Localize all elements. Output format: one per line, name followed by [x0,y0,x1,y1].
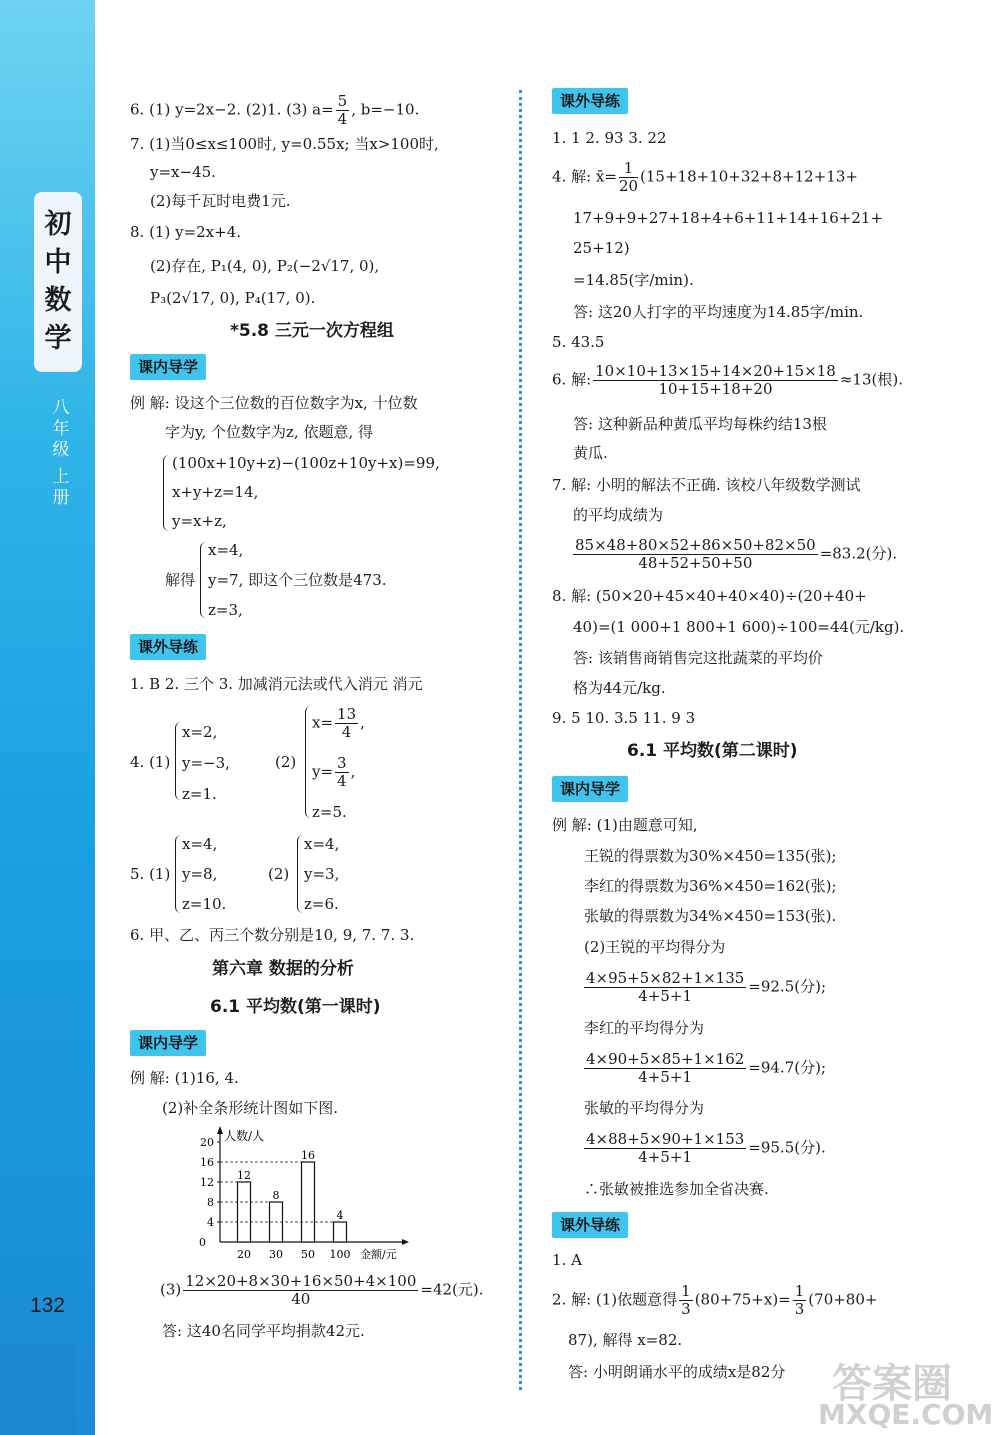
answer-line: 答: 小明朗诵水平的成绩x是82分 [568,1363,786,1381]
answer-line: 的平均成绩为 [573,506,664,524]
text: y= [312,762,334,781]
y-tick-label: 16 [200,1156,214,1169]
numerator: 4×90+5×85+1×162 [586,1050,745,1068]
numerator: 1 [794,1282,805,1300]
denominator: 4 [337,110,348,128]
section-badge: 课内导学 [552,776,628,802]
y-tick-label: 20 [200,1136,214,1149]
section-badge: 课内导学 [130,354,206,380]
sidebar-bottom-block [0,1345,75,1435]
page-number: 132 [30,1294,66,1317]
equation-line: y=7, 即这个三位数是473. [208,571,387,589]
subject-char: 中 [44,247,72,278]
section-title: 6.1 平均数(第一课时) [210,997,381,1017]
equation-line: x=4, [182,835,218,853]
numerator: 12×20+8×30+16×50+4×100 [185,1272,417,1290]
fraction [335,755,349,790]
answer-line [584,1051,826,1086]
equation-brace [200,542,206,618]
answer-line: 李红的平均得分为 [584,1019,705,1037]
answer-line [584,1131,826,1166]
sidebar [0,0,95,1435]
numerator: 4×95+5×82+1×135 [586,969,745,987]
text: , b=−10. [351,100,420,119]
answer-line [584,970,826,1005]
subject-char: 数 [44,285,72,316]
denominator: 4+5+1 [638,1068,693,1086]
answer-line: P₃(2√17, 0), P₄(17, 0). [150,289,316,307]
text: (80+75+x)= [694,1290,791,1309]
answer-line: 格为44元/kg. [573,679,666,697]
answer-line: 1. B 2. 三个 3. 加减消元法或代入消元 消元 [130,675,423,693]
text: (70+80+ [808,1290,878,1309]
equation-brace [297,835,303,913]
section-badge: 课外导练 [130,634,206,660]
text: =95.5(分). [748,1138,826,1157]
equation-line: z=3, [208,601,243,619]
answer-line: 张敏的得票数为34%×450=153(张). [584,907,837,925]
answer-line: 1. 1 2. 93 3. 22 [552,129,667,147]
answer-line: (2)存在, P₁(4, 0), P₂(−2√17, 0), [150,257,380,275]
equation-line: y=−3, [182,754,230,772]
column-divider [519,90,522,1390]
text: 2. 解: (1)依题意得 [552,1290,678,1309]
text: (15+18+10+32+8+12+13+ [640,167,858,186]
text: =94.7(分); [748,1058,827,1077]
equation-line: y=x+z, [172,512,227,530]
section-title: *5.8 三元一次方程组 [230,321,394,341]
bar [334,1222,347,1242]
fraction [573,537,818,572]
text: ≈13(根). [839,370,903,389]
denominator: 3 [681,1300,691,1318]
subject-tab [34,192,82,372]
answer-line: y=x−45. [150,163,216,181]
equation-brace [305,706,311,818]
answer-line [160,1273,484,1308]
grade-char: 册 [52,488,70,508]
y-axis-title: 人数/人 [224,1129,265,1143]
subject-char: 学 [44,323,72,354]
text: 4. 解: x̄= [552,167,617,186]
answer-line: 例 解: 设这个三位数的百位数字为x, 十位数 [130,394,418,412]
numerator: 1 [619,160,638,178]
equation-line: y= $\frac{3}{4}$ , [312,754,356,790]
fraction [335,706,358,741]
equation-line: z=1. [182,785,217,803]
answer-line: 7. (1)当0≤x≤100时, y=0.55x; 当x>100时, [130,135,439,153]
bar [238,1182,251,1242]
numerator: 1 [681,1282,691,1300]
fraction [679,1283,693,1318]
chapter-title: 第六章 数据的分析 [212,959,354,979]
equation-line: z=6. [304,895,339,913]
section-badge: 课内导学 [130,1030,206,1056]
answer-line: 例 解: (1)16, 4. [130,1069,239,1087]
fraction [584,970,746,1005]
denominator: 48+52+50+50 [638,554,753,572]
answer-line: 例 解: (1)由题意可知, [552,816,698,834]
equation-line: z=5. [312,803,347,821]
bar-value-label: 4 [336,1209,344,1222]
answer-line: 25+12) [573,239,630,257]
equation-line: x= $\frac{13}{4}$ , [312,705,365,741]
section-badge: 课外导练 [552,1212,628,1238]
bar-value-label: 8 [272,1189,280,1202]
bar-value-label: 16 [301,1149,315,1162]
answer-line [552,363,903,398]
y-tick-label: 8 [207,1196,214,1209]
text: (3) [160,1280,182,1299]
origin-label: 0 [199,1236,206,1249]
denominator: 4 [337,772,347,790]
answer-line: 8. 解: (50×20+45×40+40×40)÷(20+40+ [552,587,867,605]
fraction [584,1051,746,1086]
answer-line: 王锐的得票数为30%×450=135(张); [584,847,837,865]
numerator: 5 [337,92,348,110]
answer-line: 5. (1) [130,865,171,883]
equation-line: x=4, [304,835,340,853]
answer-line: 张敏的平均得分为 [584,1099,705,1117]
equation-line: (100x+10y+z)−(100z+10y+x)=99, [172,454,440,472]
equation-line: y=8, [182,865,218,883]
x-axis-arrow [402,1239,409,1245]
subject-char: 初 [44,209,72,240]
answer-line: =14.85(字/min). [573,271,694,289]
answer-line: 8. (1) y=2x+4. [130,223,242,241]
text: =42(元). [420,1280,484,1299]
fraction [593,363,838,398]
answer-line: 答: 这40名同学平均捐款42元. [162,1322,365,1340]
answer-line: 9. 5 10. 3.5 11. 9 3 [552,709,696,727]
answer-line: 1. A [552,1251,582,1269]
x-axis-title: 金额/元 [360,1248,397,1261]
numerator: 13 [337,705,357,723]
equation-line: x=4, [208,541,244,559]
bar-value-label: 12 [237,1169,251,1182]
equation-line: x+y+z=14, [172,483,259,501]
answer-line: 5. 43.5 [552,333,605,351]
fraction [183,1273,418,1308]
grade-char: 年 [52,419,70,439]
equation-brace [163,455,169,531]
section-title: 6.1 平均数(第二课时) [627,741,798,761]
answer-line: 40)=(1 000+1 800+1 600)÷100=44(元/kg). [573,618,905,636]
denominator: 40 [291,1290,311,1308]
denominator: 3 [794,1300,805,1318]
denominator: 4 [341,723,352,741]
answer-line: 6. 甲、乙、丙三个数分别是10, 9, 7. 7. 3. [130,926,415,944]
text: 6. (1) y=2x−2. (2)1. (3) a= [130,100,334,119]
equation-line: z=10. [182,895,227,913]
answer-line: (2)王锐的平均得分为 [584,938,726,956]
answer-line [130,93,419,128]
watermark-url: MXQE.COM [818,1398,994,1431]
answer-line: 答: 该销售商销售完这批蔬菜的平均价 [573,649,823,667]
numerator: 85×48+80×52+86×50+82×50 [575,536,816,554]
denominator: 4+5+1 [638,1148,693,1166]
bar-chart [190,1122,430,1262]
bar [302,1162,315,1242]
answer-line: (2)补全条形统计图如下图. [162,1099,339,1117]
numerator: 3 [337,754,347,772]
answer-line: (2)每千瓦时电费1元. [150,192,291,210]
x-tick-label: 30 [269,1248,283,1261]
fraction [336,93,350,128]
answer-line: 黄瓜. [573,444,608,462]
x-tick-label: 50 [301,1248,315,1261]
text: =83.2(分). [819,544,898,563]
denominator: 20 [618,177,639,195]
fraction [793,1283,807,1318]
denominator: 4+5+1 [638,987,693,1005]
answer-line: 17+9+9+27+18+4+6+11+14+16+21+ [573,209,884,227]
text: x= [312,713,334,732]
x-tick-label: 100 [329,1248,351,1261]
answer-line [573,537,897,572]
answer-line: 87), 解得 x=82. [568,1331,683,1349]
answer-line: (2) [268,865,290,883]
y-tick-label: 4 [207,1216,214,1229]
text: =92.5(分); [748,977,827,996]
numerator: 10×10+13×15+14×20+15×18 [595,362,836,380]
answer-line [552,1283,877,1318]
y-axis-arrow [217,1126,223,1134]
answer-line: 4. (1) [130,753,171,771]
answer-line: 李红的得票数为36%×450=162(张); [584,877,837,895]
equation-brace [175,835,181,913]
y-tick-label: 12 [200,1176,214,1189]
grade-char: 八 [52,398,70,418]
grade-char: 级 [52,440,70,460]
answer-line: 字为y, 个位数字为z, 依题意, 得 [165,423,373,441]
answer-line [552,160,858,195]
watermark-logo: 答案圈 [832,1361,952,1407]
answer-line: (2) [275,753,297,771]
equation-brace [175,722,181,800]
grade-char: 上 [52,467,70,487]
text: 6. 解: [552,370,592,389]
denominator: 10+15+18+20 [658,380,773,398]
grade-label [50,398,72,509]
fraction [619,160,638,195]
fraction [584,1131,746,1166]
answer-line: 7. 解: 小明的解法不正确. 该校八年级数学测试 [552,476,861,494]
x-tick-label: 20 [237,1248,251,1261]
numerator: 4×88+5×90+1×153 [586,1130,745,1148]
answer-line: 答: 这20人打字的平均速度为14.85字/min. [573,303,864,321]
answer-line: ∴张敏被推选参加全省决赛. [584,1180,769,1198]
answer-line: 解得 [165,571,196,589]
equation-line: x=2, [182,723,218,741]
answer-line: 答: 这种新品种黄瓜平均每株约结13根 [573,415,827,433]
equation-line: y=3, [304,865,340,883]
section-badge: 课外导练 [552,88,628,114]
